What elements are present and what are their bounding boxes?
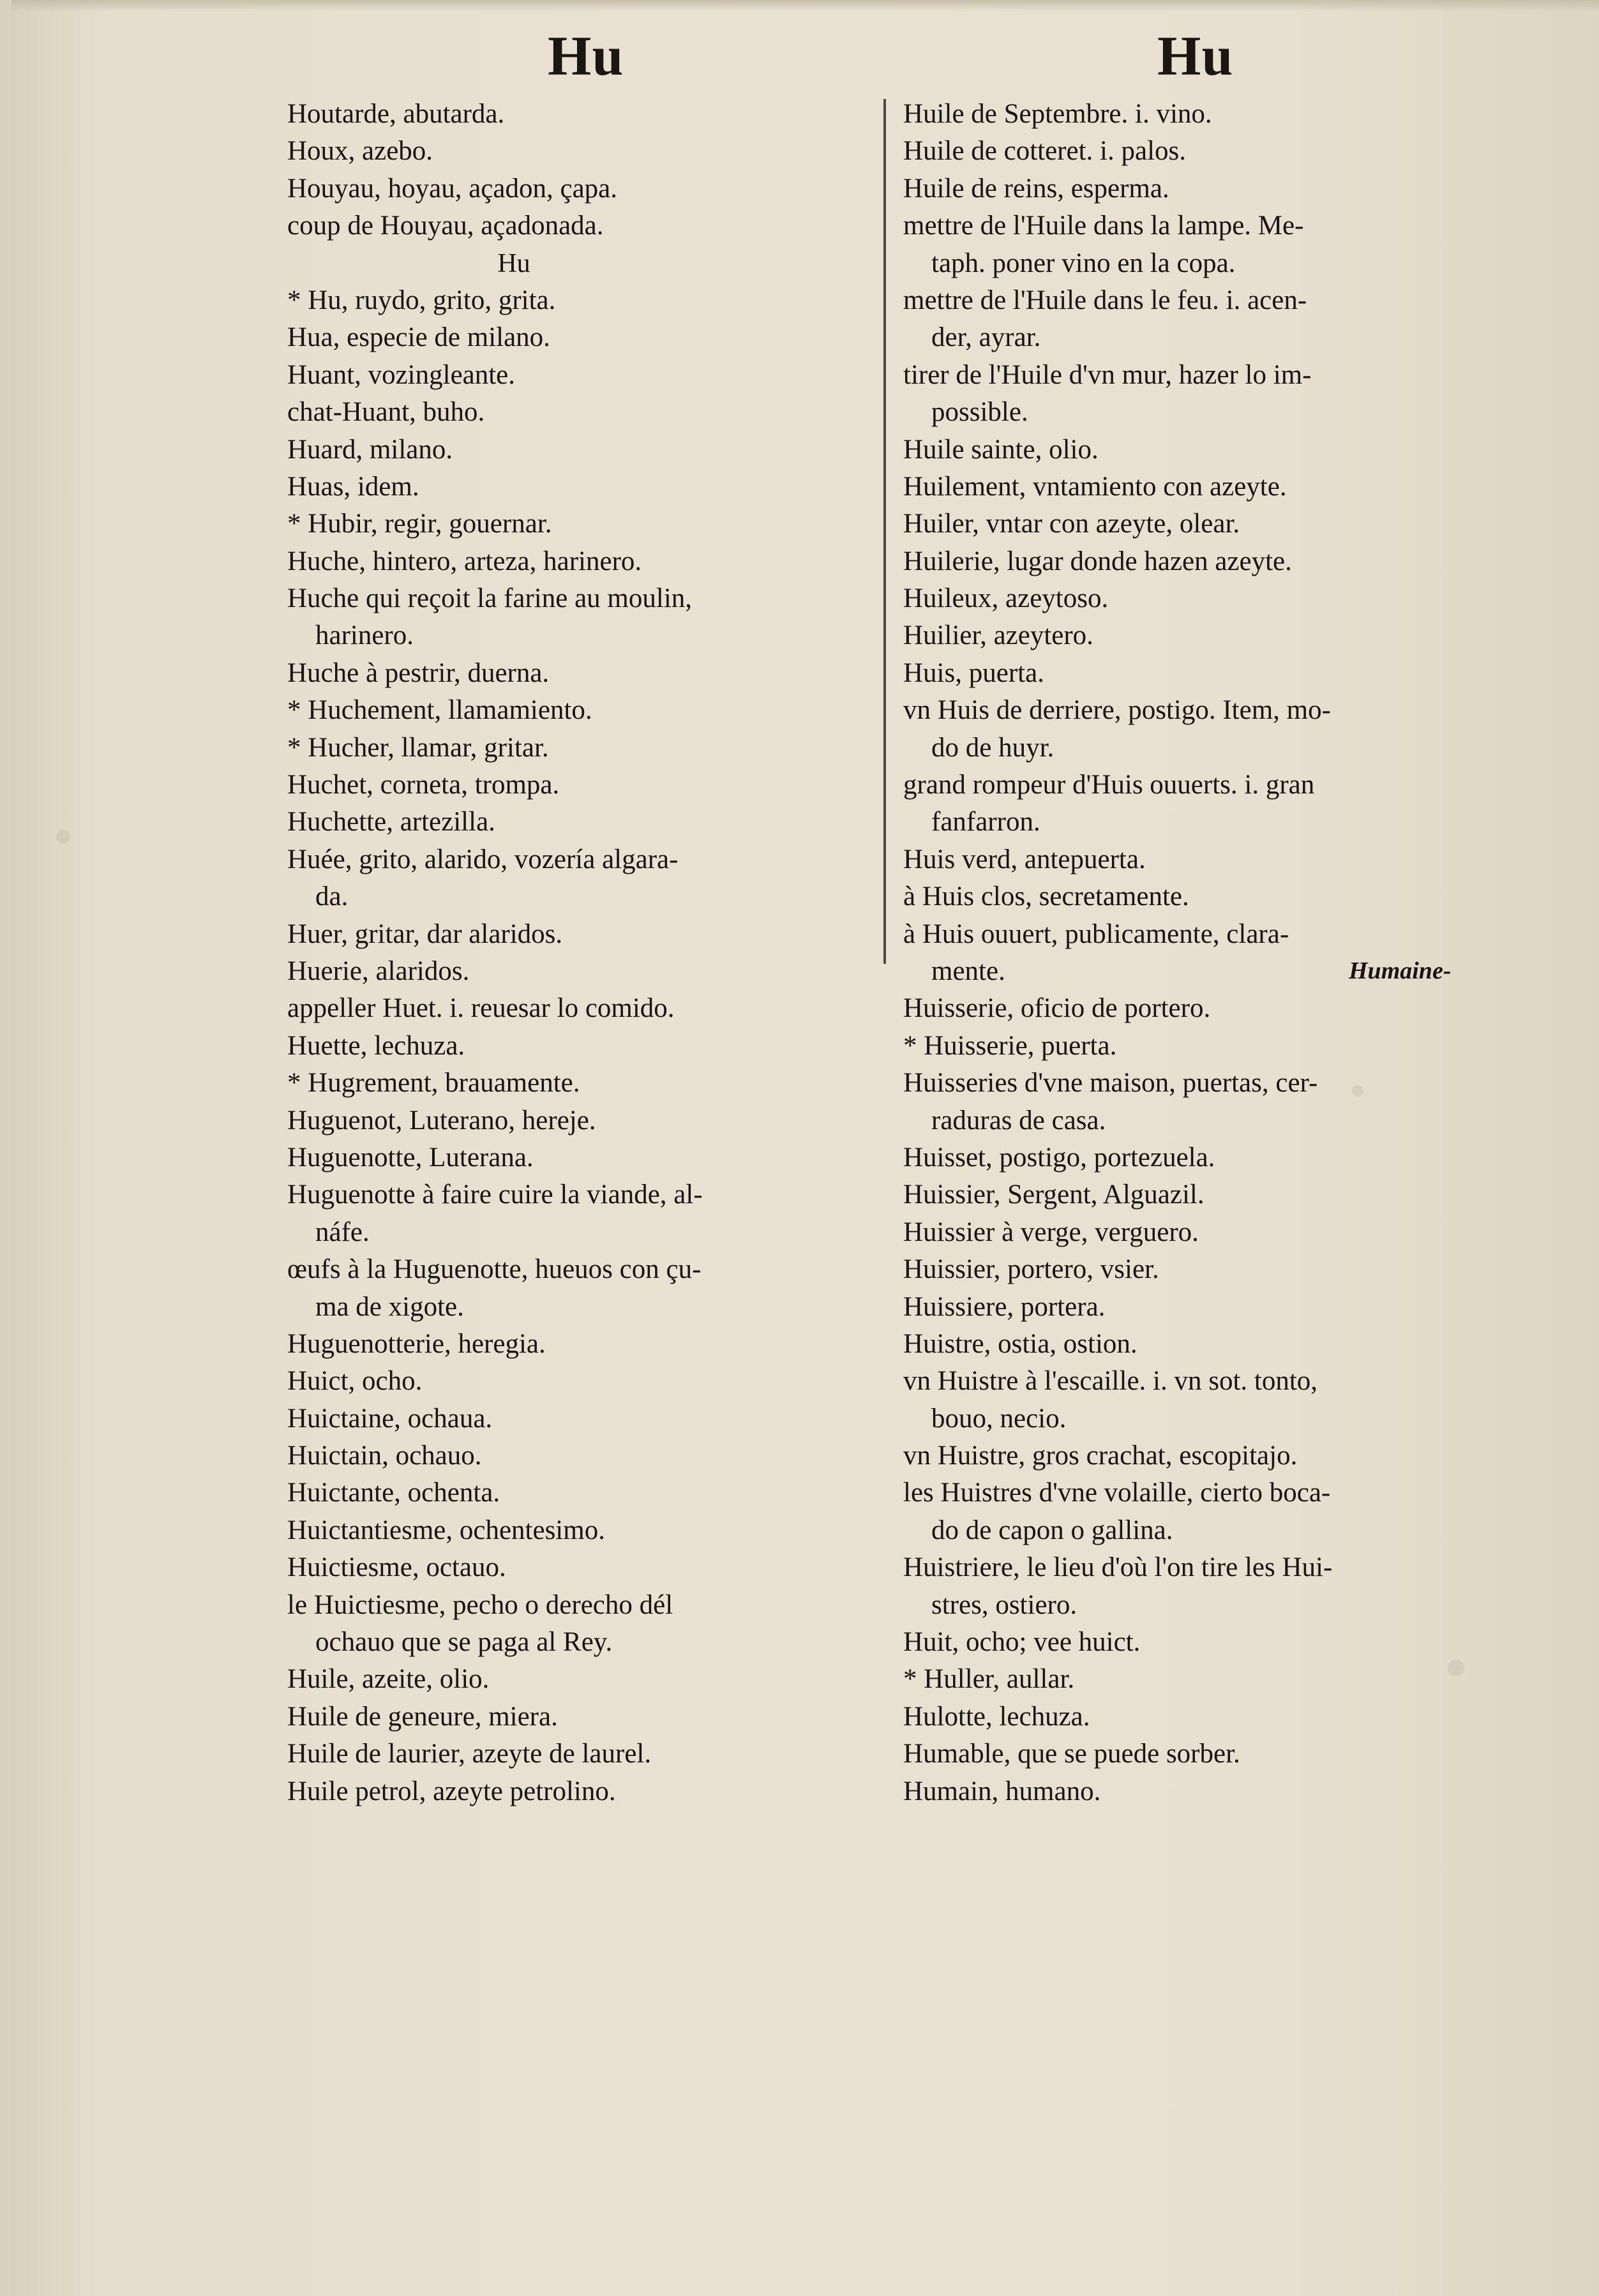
left-entry-line: Huard, milano. [287,434,453,465]
left-entry [287,1065,881,1102]
left-running-head: Hu [548,26,624,87]
right-entry-line: taph. poner vino en la copa. [931,248,1236,278]
right-entry [903,1699,1503,1736]
right-entry [903,655,1503,692]
right-entry [903,692,1503,767]
right-entry-line: Huile de Septembre. i. vino. [903,99,1212,129]
right-entry [903,282,1503,357]
left-entry [287,245,881,282]
left-entry-line: chat-Huant, buho. [287,397,485,428]
right-column [903,96,1503,1810]
left-entry [287,1176,881,1251]
left-entry-line: * Hubir, regir, gouernar. [287,509,552,539]
left-entry-line: da. [315,882,349,912]
left-entry [287,1474,881,1512]
left-entry-line: ma de xigote. [315,1291,464,1322]
paper-stain [56,830,70,844]
paper-stain [1448,1660,1464,1676]
left-column [287,96,881,1810]
right-entry [903,1474,1503,1549]
right-entry [903,96,1503,133]
right-entry [903,469,1503,506]
page-top-edge [11,0,1599,11]
right-entry-line: Huilement, vntamiento con azeyte. [903,471,1287,502]
left-entry-line: ochauo que se paga al Rey. [315,1627,613,1658]
left-entry-line: Hua, especie de milano. [287,322,550,353]
right-entry-line: Huistre, ostia, ostion. [903,1328,1137,1359]
right-entry-line: vn Huistre à l'escaille. i. vn sot. tonto, [903,1366,1318,1397]
left-entry-line: Huchette, artezilla. [287,807,495,837]
left-entry [287,1102,881,1139]
right-entry-line: Huilerie, lugar donde hazen azeyte. [903,546,1292,576]
right-entry-line: Huistriere, le lieu d'où l'on tire les Hui- [903,1552,1333,1583]
right-entry-line: vn Huis de derriere, postigo. Item, mo- [903,695,1331,726]
right-entry-line: stres, ostiero. [931,1589,1077,1620]
left-entry-line: Huictaine, ochaua. [287,1403,493,1434]
left-entry [287,1699,881,1736]
column-divider [883,99,886,964]
right-entry [903,1773,1503,1810]
left-entry [287,1773,881,1810]
right-entry-line: possible. [931,397,1028,428]
right-entry-line: Huissier, Sergent, Alguazil. [903,1180,1205,1210]
right-entry-line: mettre de l'Huile dans la lampe. Me- [903,211,1304,241]
left-entry-line: * Hu, ruydo, grito, grita. [287,285,556,315]
right-entry [903,878,1503,915]
left-entry-line: Huile, azeite, olio. [287,1664,490,1695]
right-entry [903,1363,1503,1437]
left-entry-line: Huant, vozingleante. [287,359,516,390]
right-entry [903,1437,1503,1474]
left-entry [287,730,881,767]
left-entry [287,1549,881,1586]
right-entry [903,1176,1503,1213]
left-entry [287,953,881,990]
left-entry-line: coup de Houyau, açadonada. [287,211,604,241]
right-entry-line: Huissiere, portera. [903,1291,1106,1322]
right-entry-line: do de huyr. [931,732,1055,763]
right-entry-line: Huissier, portero, vsier. [903,1254,1159,1285]
left-entry-line: Huguenotte à faire cuire la viande, al- [287,1180,703,1210]
left-entry [287,1661,881,1698]
left-entry-line: Huict, ocho. [287,1366,423,1397]
right-entry-line: Huisserie, oficio de portero. [903,993,1211,1024]
right-entry [903,1214,1503,1251]
left-entry [287,1736,881,1773]
right-entry-line: Huis verd, antepuerta. [903,844,1146,874]
right-entry [903,543,1503,580]
right-entry-line: Hulotte, lechuza. [903,1701,1090,1732]
right-entry-line: Huissier à verge, verguero. [903,1217,1199,1247]
right-entry [903,990,1503,1027]
left-entry [287,1587,881,1662]
left-entry [287,431,881,469]
right-entry-line: Huile sainte, olio. [903,434,1099,465]
left-entry [287,1512,881,1549]
right-entry [903,170,1503,207]
left-entry [287,655,881,692]
left-entry [287,990,881,1027]
right-entry [903,1736,1503,1773]
left-entry-line: Huile de geneure, miera. [287,1701,558,1732]
right-entry-line: vn Huistre, gros crachat, escopitajo. [903,1441,1298,1471]
right-entry-line: Huileux, azeytoso. [903,583,1109,614]
right-entry-line: Huis, puerta. [903,657,1044,688]
right-entry [903,1065,1503,1139]
right-entry-line: fanfarron. [931,807,1040,837]
right-entry-line: bouo, necio. [931,1403,1067,1434]
right-entry [903,580,1503,617]
right-entry [903,1549,1503,1624]
right-entry [903,1326,1503,1363]
left-entry-line: harinero. [315,620,414,651]
left-entry [287,1251,881,1326]
right-entry-line: do de capon o gallina. [931,1515,1173,1545]
left-entry-line: Huée, grito, alarido, vozería algara- [287,844,679,874]
left-entry [287,207,881,244]
left-entry [287,767,881,804]
left-entry-line: * Hucher, llamar, gritar. [287,732,549,763]
catchword: Humaine- [1349,957,1452,984]
right-entry-line: Humain, humano. [903,1776,1101,1806]
left-entry-line: le Huictiesme, pecho o derecho dél [287,1589,673,1620]
left-entry-line: Houyau, hoyau, açadon, çapa. [287,173,617,204]
left-entry-line: Huictiesme, octauo. [287,1552,506,1583]
right-entry [903,357,1503,431]
right-entry [903,133,1503,170]
left-entry [287,319,881,356]
left-entry-line: Huche qui reçoit la farine au moulin, [287,583,693,614]
left-entry [287,1139,881,1176]
left-entry [287,804,881,841]
left-entry [287,692,881,729]
left-entry-line: Huette, lechuza. [287,1030,465,1061]
right-entry-line: Humable, que se puede sorber. [903,1739,1240,1769]
left-entry [287,469,881,506]
right-entry-line: * Huisserie, puerta. [903,1030,1117,1061]
right-entry-line: Huiler, vntar con azeyte, olear. [903,509,1240,539]
left-entry [287,580,881,655]
right-entry-line: grand rompeur d'Huis ouuerts. i. gran [903,770,1315,800]
left-entry-line: náfe. [315,1217,370,1247]
left-entry [287,1028,881,1065]
right-entry [903,617,1503,654]
left-entry-line: * Huchement, llamamiento. [287,695,592,726]
left-entry-line: Huguenotterie, heregia. [287,1328,546,1359]
right-entry-line: à Huis ouuert, publicamente, clara- [903,919,1289,949]
left-entry-line: appeller Huet. i. reuesar lo comido. [287,993,675,1024]
left-entry [287,506,881,543]
left-entry-line: Huictante, ochenta. [287,1478,500,1508]
right-entry-line: * Huller, aullar. [903,1664,1075,1695]
left-entry-line: Huguenotte, Luterana. [287,1142,534,1173]
right-entry [903,207,1503,282]
right-entry [903,767,1503,841]
document-page [11,0,1599,2296]
left-entry [287,133,881,170]
right-entry-line: Huile de cotteret. i. palos. [903,136,1186,167]
left-entry-line: Huerie, alaridos. [287,956,470,986]
left-entry [287,1437,881,1474]
left-entry [287,96,881,133]
right-entry [903,1661,1503,1698]
right-entry-line: les Huistres d'vne volaille, cierto boca- [903,1478,1331,1508]
right-entry [903,1028,1503,1065]
paper-stain [1352,1085,1363,1097]
right-entry-line: mente. [931,956,1005,986]
right-entry-line: mettre de l'Huile dans le feu. i. acen- [903,285,1307,315]
left-entry-line: Hu [497,248,530,278]
left-entry-line: Huile de laurier, azeyte de laurel. [287,1739,652,1769]
left-entry-line: Huile petrol, azeyte petrolino. [287,1776,616,1806]
left-entry [287,170,881,207]
left-entry-line: Huche à pestrir, duerna. [287,657,550,688]
right-entry [903,506,1503,543]
left-entry [287,282,881,319]
right-entry-line: raduras de casa. [931,1105,1106,1136]
left-entry [287,916,881,953]
left-entry-line: * Hugrement, brauamente. [287,1068,580,1099]
left-entry-line: Huche, hintero, arteza, harinero. [287,546,642,576]
left-entry-line: Houx, azebo. [287,136,433,167]
left-entry-line: Huguenot, Luterano, hereje. [287,1105,596,1136]
right-entry-line: Huisseries d'vne maison, puertas, cer- [903,1068,1318,1099]
right-entry-line: tirer de l'Huile d'vn mur, hazer lo im- [903,359,1312,390]
right-entry-line: Huile de reins, esperma. [903,173,1169,204]
left-entry [287,394,881,431]
right-entry-line: Huilier, azeytero. [903,620,1093,651]
left-entry [287,1400,881,1437]
left-entry [287,841,881,916]
right-entry [903,841,1503,878]
right-entry [903,1139,1503,1176]
right-entry-line: à Huis clos, secretamente. [903,882,1189,912]
right-entry [903,1289,1503,1326]
left-entry-line: Houtarde, abutarda. [287,99,505,129]
left-entry [287,543,881,580]
left-entry-line: Huictantiesme, ochentesimo. [287,1515,605,1545]
right-entry-line: Huisset, postigo, portezuela. [903,1142,1215,1173]
right-entry [903,431,1503,469]
right-entry [903,1251,1503,1288]
left-entry [287,1326,881,1363]
right-entry-line: Huit, ocho; vee huict. [903,1627,1141,1658]
left-entry [287,357,881,394]
left-entry-line: œufs à la Huguenotte, hueuos con çu- [287,1254,702,1285]
right-running-head: Hu [1157,26,1234,87]
left-entry-line: Huchet, corneta, trompa. [287,770,560,800]
right-entry-line: der, ayrar. [931,322,1041,353]
left-entry-line: Huer, gritar, dar alaridos. [287,919,563,949]
left-entry-line: Huas, idem. [287,471,419,502]
left-entry-line: Huictain, ochauo. [287,1441,482,1471]
left-entry [287,1363,881,1400]
right-entry [903,1624,1503,1661]
